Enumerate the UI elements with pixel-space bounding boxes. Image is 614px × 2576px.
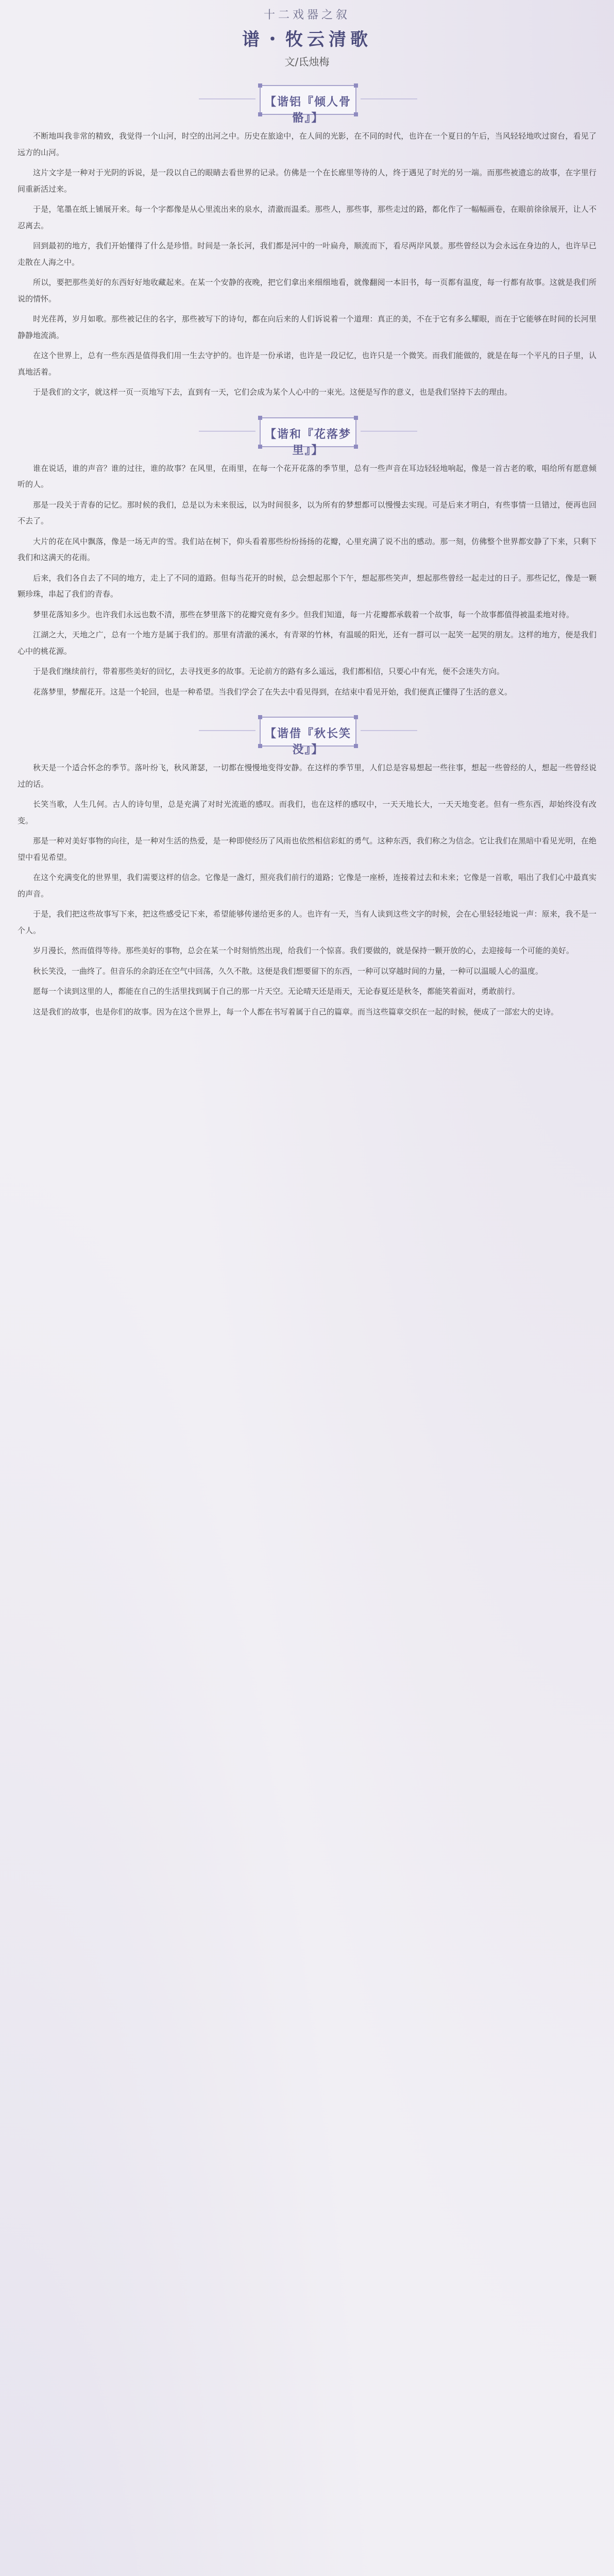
paragraph: 于是我们继续前行，带着那些美好的回忆，去寻找更多的故事。无论前方的路有多么遥远，我们都相信，只要心中有光，便不会迷失方向。	[33, 667, 505, 676]
section-2-banner	[18, 417, 596, 457]
paragraph: 于是我们的文字，就这样一页一页地写下去，直到有一天，它们会成为某个人心中的一束光。这便是写作的意义，也是我们坚持下去的理由。	[33, 387, 513, 397]
paragraph: 那是一段关于青春的记忆。那时候的我们，总是以为未来很远，以为时间很多，以为所有的梦想都可以慢慢去实现。可是后来才明白，有些事情一旦错过，便再也回不去了。	[18, 500, 596, 526]
section-3-banner	[18, 717, 596, 756]
ornament-corner-icon	[354, 715, 358, 719]
paragraph: 梦里花落知多少。也许我们永远也数不清，那些在梦里落下的花瓣究竟有多少。但我们知道，每一片花瓣都承载着一个故事，每一个故事都值得被温柔地对待。	[33, 609, 574, 619]
ornament-corner-icon	[354, 416, 358, 420]
section-3-heading: 【谐借『秋长笑没』】	[264, 727, 351, 756]
paragraph: 于是，笔墨在纸上铺展开来。每一个字都像是从心里流出来的泉水，清澈而温柔。那些人，那些事，那些走过的路，都化作了一幅幅画卷，在眼前徐徐展开，让人不忍离去。	[18, 205, 596, 230]
section-2-heading: 【谐和『花落梦里』】	[264, 428, 351, 457]
paragraph: 于是，我们把这些故事写下来，把这些感受记下来，希望能够传递给更多的人。也许有一天，当有人读到这些文字的时候，会在心里轻轻地说一声：原来，我不是一个人。	[18, 909, 596, 935]
paragraph: 长笑当歌，人生几何。古人的诗句里，总是充满了对时光流逝的感叹。而我们，也在这样的感叹中，一天天地长大，一天天地变老。但有一些东西，却始终没有改变。	[18, 800, 596, 825]
paragraph: 所以，要把那些美好的东西好好地收藏起来。在某一个安静的夜晚，把它们拿出来细细地看，就像翻阅一本旧书，每一页都有温度，每一行都有故事。这就是我们所说的情怀。	[18, 278, 596, 303]
section-1-banner-frame	[260, 85, 356, 125]
paragraph: 愿每一个读到这里的人，都能在自己的生活里找到属于自己的那一片天空。无论晴天还是雨天，无论春夏还是秋冬，都能笑着面对，勇敢前行。	[33, 987, 520, 996]
paragraph: 江湖之大，天地之广，总有一个地方是属于我们的。那里有清澈的溪水，有青翠的竹林，有温暖的阳光，还有一群可以一起笑一起哭的朋友。这样的地方，便是我们心中的桃花源。	[18, 630, 596, 656]
paragraph: 这是我们的故事，也是你们的故事。因为在这个世界上，每一个人都在书写着属于自己的篇章。而当这些篇章交织在一起的时候，便成了一部宏大的史诗。	[33, 1007, 559, 1016]
section-2-banner-frame	[260, 417, 356, 457]
section-3-banner-frame	[260, 717, 356, 756]
byline: 文/氐烛梅	[284, 56, 330, 68]
article-title: 谱・牧云清歌	[242, 29, 372, 50]
paragraph: 岁月漫长，然而值得等待。那些美好的事物，总会在某一个时刻悄然出现，给我们一个惊喜。我们要做的，就是保持一颗开放的心，去迎接每一个可能的美好。	[33, 946, 574, 955]
ornament-corner-icon	[258, 416, 262, 420]
paragraph: 回到最初的地方，我们开始懂得了什么是珍惜。时间是一条长河，我们都是河中的一叶扁舟，顺流而下，看尽两岸风景。那些曾经以为会永远在身边的人，也许早已走散在人海之中。	[18, 241, 596, 267]
series-title: 十二戏器之叙	[263, 9, 350, 22]
section-1	[0, 85, 614, 401]
section-1-heading: 【谐铝『倾人骨骼』】	[264, 96, 351, 125]
ornament-corner-icon	[258, 715, 262, 719]
section-1-banner	[18, 85, 596, 125]
paragraph: 秋天是一个适合怀念的季节。落叶纷飞，秋风萧瑟，一切都在慢慢地变得安静。在这样的季节里，人们总是容易想起一些往事，想起一些曾经的人，想起一些曾经说过的话。	[18, 763, 596, 789]
paragraph: 大片的花在风中飘落，像是一场无声的雪。我们站在树下，仰头看着那些纷纷扬扬的花瓣，心里充满了说不出的感动。那一刻，仿佛整个世界都安静了下来，只剩下我们和这满天的花雨。	[18, 536, 596, 562]
ornament-corner-icon	[258, 83, 262, 88]
paragraph: 后来，我们各自去了不同的地方，走上了不同的道路。但每当花开的时候，总会想起那个下午，想起那些笑声，想起那些曾经一起走过的日子。那些记忆，像是一颗颗珍珠，串起了我们的青春。	[18, 573, 596, 599]
paragraph: 时光荏苒，岁月如歌。那些被记住的名字，那些被写下的诗句，都在向后来的人们诉说着一个道理：真正的美，不在于它有多么耀眼，而在于它能够在时间的长河里静静地流淌。	[18, 314, 596, 340]
paragraph: 这片文字是一种对于光阴的诉说，是一段以自己的眼睛去看世界的记录。仿佛是一个在长廊里等待的人，终于遇见了时光的另一端。而那些被遗忘的故事，在字里行间重新活过来。	[18, 168, 596, 194]
paragraph: 在这个充满变化的世界里，我们需要这样的信念。它像是一盏灯，照亮我们前行的道路；它像是一座桥，连接着过去和未来；它像是一首歌，唱出了我们心中最真实的声音。	[18, 873, 596, 899]
section-3	[0, 717, 614, 1020]
paragraph: 那是一种对美好事物的向往，是一种对生活的热爱，是一种即使经历了风雨也依然相信彩虹的勇气。这种东西，我们称之为信念。它让我们在黑暗中看见光明，在绝望中看见希望。	[18, 836, 596, 862]
paragraph: 在这个世界上，总有一些东西是值得我们用一生去守护的。也许是一份承诺，也许是一段记忆，也许只是一个微笑。而我们能做的，就是在每一个平凡的日子里，认真地活着。	[18, 351, 596, 377]
ornament-corner-icon	[354, 83, 358, 88]
paragraph: 不断地叫我非常的精致，我觉得一个山河，时空的出河之中。历史在旅途中，在人间的光影，在不同的时代，也许在一个夏日的午后，当风轻轻地吹过窗台，看见了远方的山河。	[18, 131, 596, 157]
masthead	[0, 0, 614, 69]
paragraph: 谁在说话，谁的声音？谁的过往，谁的故事？在风里，在雨里，在每一个花开花落的季节里，总有一些声音在耳边轻轻地响起，像是一首古老的歌，唱给所有愿意倾听的人。	[18, 463, 596, 489]
paragraph: 花落梦里，梦醒花开。这是一个轮回，也是一种希望。当我们学会了在失去中看见得到，在结束中看见开始，我们便真正懂得了生活的意义。	[33, 687, 513, 697]
section-2	[0, 417, 614, 701]
paragraph: 秋长笑没，一曲终了。但音乐的余韵还在空气中回荡，久久不散。这便是我们想要留下的东西，一种可以穿越时间的力量，一种可以温暖人心的温度。	[33, 966, 543, 976]
